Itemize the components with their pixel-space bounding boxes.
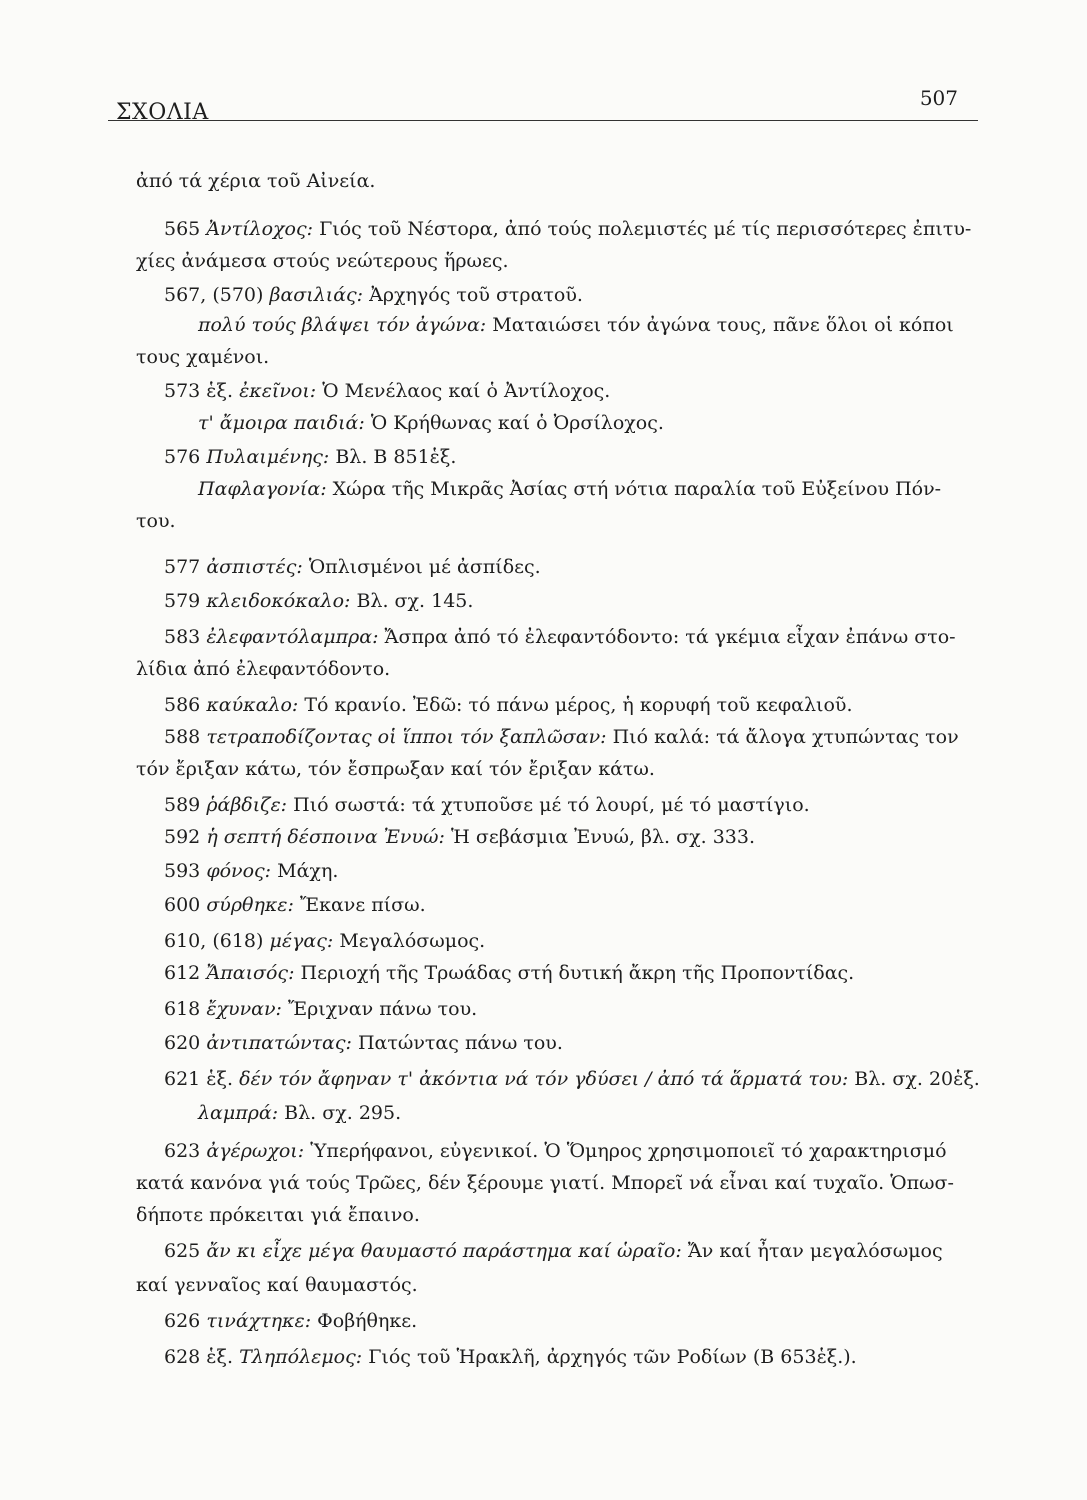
gloss: Ἔριχναν πάνω του.	[287, 998, 478, 1020]
page-header	[108, 78, 978, 125]
commentary-line	[136, 756, 655, 782]
verse-number: 612	[164, 962, 201, 984]
commentary-line	[136, 168, 375, 194]
lemma: τετραποδίζοντας οἱ ἵπποι τόν ξαπλῶσαν:	[206, 726, 607, 748]
commentary-line	[164, 1344, 857, 1370]
lemma: Ἄπαισός:	[206, 962, 295, 984]
verse-number: 567, (570)	[164, 284, 264, 306]
lemma: δέν τόν ἄφηναν τ' ἀκόντια νά τόν γδύσει / ἀπό τά ἅρματά του:	[239, 1068, 849, 1090]
commentary-line	[164, 928, 485, 954]
gloss: Ὑπερήφανοι, εὐγενικοί. Ὁ Ὅμηρος χρησιμοποιεῖ τό χαρακτηρισμό	[310, 1140, 947, 1162]
commentary-line	[164, 858, 338, 884]
gloss: του.	[136, 510, 176, 532]
gloss: Ὁπλισμένοι μέ ἀσπίδες.	[308, 556, 541, 578]
verse-number: 593	[164, 860, 201, 882]
gloss: λίδια ἀπό ἐλεφαντόδοντο.	[136, 658, 391, 680]
lemma: Τληπόλεμος:	[239, 1346, 363, 1368]
verse-number: 610, (618)	[164, 930, 264, 952]
lemma: ἔχυναν:	[206, 998, 282, 1020]
lemma: βασιλιάς:	[269, 284, 364, 306]
commentary-line	[164, 724, 959, 750]
gloss: Ὁ Μενέλαος καί ὁ Ἀντίλοχος.	[322, 380, 611, 402]
gloss: Τό κρανίο. Ἐδῶ: τό πάνω μέρος, ἡ κορυφή τοῦ κεφαλιοῦ.	[304, 694, 853, 716]
verse-number: 586	[164, 694, 201, 716]
gloss: δήποτε πρόκειται γιά ἔπαινο.	[136, 1204, 420, 1226]
gloss: Ἡ σεβάσμια Ἐνυώ, βλ. σχ. 333.	[450, 826, 755, 848]
gloss: τους χαμένοι.	[136, 346, 270, 368]
commentary-line	[136, 344, 269, 370]
lemma: Παφλαγονία:	[198, 478, 327, 500]
gloss: Ἀρχηγός τοῦ στρατοῦ.	[369, 284, 583, 306]
verse-number: 589	[164, 794, 201, 816]
lemma: ἀσπιστές:	[206, 556, 303, 578]
gloss: Μάχη.	[277, 860, 339, 882]
commentary-line	[164, 960, 854, 986]
commentary-line	[164, 692, 853, 718]
lemma: κλειδοκόκαλο:	[206, 590, 351, 612]
commentary-line	[164, 588, 473, 614]
commentary-line	[198, 312, 954, 338]
verse-number: 618	[164, 998, 201, 1020]
verse-number: 565	[164, 218, 201, 240]
commentary-line	[136, 1272, 418, 1298]
lemma: ἀγέρωχοι:	[206, 1140, 305, 1162]
verse-number: 588	[164, 726, 201, 748]
verse-number: 576	[164, 446, 201, 468]
gloss: Γιός τοῦ Νέστορα, ἀπό τούς πολεμιστές μέ τίς περισσότερες ἐπιτυ-	[319, 218, 972, 240]
commentary-line	[164, 792, 810, 818]
verse-number: 623	[164, 1140, 201, 1162]
lemma: ἀντιπατώντας:	[206, 1032, 352, 1054]
gloss: Πιό σωστά: τά χτυποῦσε μέ τό λουρί, μέ τό μαστίγιο.	[293, 794, 810, 816]
verse-number: 628 ἑξ.	[164, 1346, 234, 1368]
gloss: καί γενναῖος καί θαυμαστός.	[136, 1274, 418, 1296]
commentary-line	[164, 216, 971, 242]
commentary-line	[136, 656, 390, 682]
commentary-line	[164, 378, 610, 404]
gloss: Ἄσπρα ἀπό τό ἐλεφαντόδοντο: τά γκέμια εἶχαν ἐπάνω στο-	[384, 626, 956, 648]
lemma: καύκαλο:	[206, 694, 299, 716]
lemma: ἄν κι εἶχε μέγα θαυμαστό παράστημα καί ὡραῖο:	[206, 1240, 682, 1262]
gloss: Βλ. σχ. 20ἑξ.	[854, 1068, 980, 1090]
verse-number: 577	[164, 556, 201, 578]
gloss: Γιός τοῦ Ἡρακλῆ, ἀρχηγός τῶν Ροδίων (Β 653ἑξ.).	[368, 1346, 857, 1368]
lemma: σύρθηκε:	[206, 894, 294, 916]
commentary-line	[164, 1138, 947, 1164]
gloss: χίες ἀνάμεσα στούς νεώτερους ἥρωες.	[136, 250, 509, 272]
verse-number: 592	[164, 826, 201, 848]
commentary-line	[164, 996, 477, 1022]
lemma: λαμπρά:	[198, 1102, 279, 1124]
commentary-line	[198, 1100, 401, 1126]
commentary-line	[164, 1238, 943, 1264]
gloss: Βλ. σχ. 295.	[284, 1102, 402, 1124]
gloss: Χώρα τῆς Μικρᾶς Ἀσίας στή νότια παραλία τοῦ Εὐξείνου Πόν-	[332, 478, 942, 500]
verse-number: 620	[164, 1032, 201, 1054]
lemma: ἡ σεπτή δέσποινα Ἐνυώ:	[206, 826, 445, 848]
lemma: ῥάβδιζε:	[206, 794, 288, 816]
running-title: ΣΧΟΛΙΑ	[116, 100, 209, 125]
commentary-line	[136, 1202, 420, 1228]
commentary-line	[164, 444, 456, 470]
gloss: ἀπό τά χέρια τοῦ Αἰνεία.	[136, 170, 376, 192]
lemma: ἐλεφαντόλαμπρα:	[206, 626, 379, 648]
lemma: Ἀντίλοχος:	[206, 218, 314, 240]
lemma: τ' ἄμοιρα παιδιά:	[198, 412, 365, 434]
commentary-line	[164, 824, 755, 850]
gloss: Περιοχή τῆς Τρωάδας στή δυτική ἄκρη τῆς Προποντίδας.	[300, 962, 855, 984]
verse-number: 600	[164, 894, 201, 916]
gloss: Ματαιώσει τόν ἀγώνα τους, πᾶνε ὅλοι οἱ κόποι	[492, 314, 954, 336]
lemma: μέγας:	[269, 930, 334, 952]
lemma: φόνος:	[206, 860, 272, 882]
commentary-line	[136, 1170, 954, 1196]
commentary-line	[198, 410, 664, 436]
verse-number: 583	[164, 626, 201, 648]
commentary-line	[164, 892, 426, 918]
verse-number: 573 ἑξ.	[164, 380, 234, 402]
lemma: πολύ τούς βλάψει τόν ἀγώνα:	[198, 314, 487, 336]
gloss: Μεγαλόσωμος.	[339, 930, 486, 952]
gloss: Ἔκανε πίσω.	[299, 894, 426, 916]
commentary-line	[164, 1308, 417, 1334]
gloss: Βλ. Β 851ἑξ.	[335, 446, 457, 468]
page-number: 507	[919, 86, 958, 110]
gloss: Πατώντας πάνω του.	[357, 1032, 563, 1054]
gloss: κατά κανόνα γιά τούς Τρῶες, δέν ξέρουμε γιατί. Μπορεῖ νά εἶναι καί τυχαῖο. Ὁπωσ-	[136, 1172, 954, 1194]
verse-number: 626	[164, 1310, 201, 1332]
gloss: Βλ. σχ. 145.	[356, 590, 474, 612]
gloss: Φοβήθηκε.	[317, 1310, 418, 1332]
commentary-line	[164, 282, 583, 308]
verse-number: 625	[164, 1240, 201, 1262]
lemma: ἐκεῖνοι:	[239, 380, 317, 402]
commentary-line	[164, 1066, 980, 1092]
commentary-line	[164, 1030, 563, 1056]
lemma: Πυλαιμένης:	[206, 446, 330, 468]
lemma: τινάχτηκε:	[206, 1310, 312, 1332]
commentary-line	[198, 476, 941, 502]
verse-number: 579	[164, 590, 201, 612]
gloss: Ἄν καί ἦταν μεγαλόσωμος	[687, 1240, 943, 1262]
commentary-line	[136, 248, 509, 274]
commentary-line	[136, 508, 176, 534]
gloss: Ὁ Κρήθωνας καί ὁ Ὀρσίλοχος.	[370, 412, 664, 434]
commentary-line	[164, 624, 956, 650]
gloss: Πιό καλά: τά ἄλογα χτυπώντας τον	[612, 726, 959, 748]
gloss: τόν ἔριξαν κάτω, τόν ἔσπρωξαν καί τόν ἔριξαν κάτω.	[136, 758, 655, 780]
commentary-line	[164, 554, 541, 580]
verse-number: 621 ἑξ.	[164, 1068, 234, 1090]
